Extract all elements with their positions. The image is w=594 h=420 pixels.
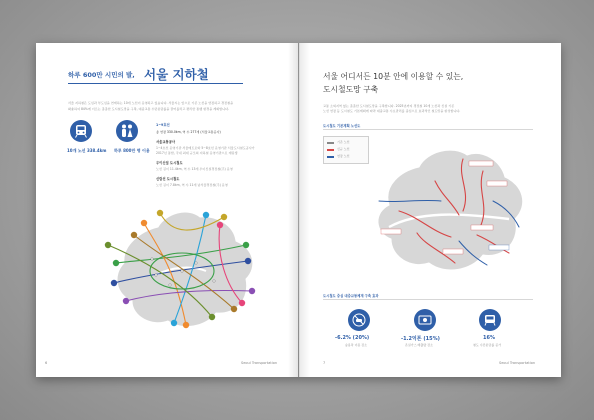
subway-network-map xyxy=(96,205,266,337)
title-underline xyxy=(68,83,243,84)
train-icon xyxy=(479,309,501,331)
left-page-number: 6 xyxy=(45,361,48,365)
effect-2-value: -1.2억톤 (15%) xyxy=(401,336,440,342)
note-line-1: 총 연장 330.0km, 역 수 277개 (서울교통공사) xyxy=(156,130,221,134)
people-icon xyxy=(116,120,138,142)
note-line-2: 1~4호선 운영기관 서울메트로와 5~8호선 운영기관 서울도시철도공사가 xyxy=(156,146,255,150)
legend-item-extension: 연장 노선 xyxy=(337,154,350,158)
note-heading-4: 신림선 도시철도 xyxy=(156,177,180,181)
effects-label: 도시철도 중심 대중교통체계 구축 효과 xyxy=(323,294,379,298)
left-footer-text: Seoul Transportation xyxy=(241,361,278,365)
note-line-5: 노선 길이 7.8km, 역 수 11개 남서울경전철(주) 운영 xyxy=(156,183,228,187)
train-icon xyxy=(70,120,92,142)
effect-1-value: -6.2% (20%) xyxy=(335,335,370,341)
left-kicker: 하루 600만 시민의 발, xyxy=(68,71,135,79)
legend-item-existing: 기존 노선 xyxy=(337,140,350,144)
left-page xyxy=(36,43,298,377)
car-icon xyxy=(348,309,370,331)
note-heading-2: 서울교통공사 xyxy=(156,140,176,144)
map-label-rule xyxy=(323,129,533,130)
left-intro-line-1: 서울 지하철은 도심과 부도심을 연계하는 10개 노선이 운영되고 있습니다. 서울시는 앞으로 기존 노선을 연장하고 경전철을 xyxy=(68,101,234,105)
right-title-line-2: 도시철도망 구축 xyxy=(323,85,379,94)
right-intro-line-1: 교통 소외지역 없는 촘촘한 도시철도망을 구축합니다. 2025년까지 경전철 10개 노선과 신설 기존 xyxy=(323,104,455,108)
effect-2-desc: 온실가스 배출량 감소 xyxy=(405,343,433,347)
note-heading-3: 우이신설 도시철도 xyxy=(156,161,183,165)
stat-daily-riders: 하루 800만 명 이용 xyxy=(114,148,150,153)
money-icon xyxy=(414,309,436,331)
left-intro-line-2: 확충하여 84%에 이르는 촘촘한 도시철도망을 구축, 대중교통 수단분담률을 끌어올리고 편리한 통행 환경을 계획합니다. xyxy=(68,107,230,111)
left-title: 서울 지하철 xyxy=(144,67,209,82)
effect-3-value: 16% xyxy=(483,335,495,341)
note-line-3: 2017년 통합, 국내 최대 규모의 지하철 운영기관으로 재탄생 xyxy=(156,151,238,155)
legend-item-new: 신규 노선 xyxy=(337,147,350,151)
map-label: 도시철도 기본계획 노선도 xyxy=(323,124,361,128)
planned-network-map xyxy=(359,141,534,281)
effects-label-rule xyxy=(323,299,533,300)
effect-3-desc: 철도 수단분담률 증가 xyxy=(473,343,501,347)
right-title-line-1: 서울 어디서든 10분 안에 이용할 수 있는, xyxy=(323,72,464,81)
right-intro-line-2: 노선 연장 등 도시철도 기본계획에 따라 대중교통 수요관리를 중심으로 효과적인 철도망을 완성합니다. xyxy=(323,109,461,113)
open-brochure xyxy=(36,43,561,377)
note-line-4: 노선 길이 11.4km, 역 수 13개 우이신설경전철(주) 운영 xyxy=(156,167,233,171)
right-footer-text: Seoul Transportation xyxy=(499,361,536,365)
right-page xyxy=(299,43,561,377)
note-heading-1: 1~9호선 xyxy=(156,123,170,127)
right-page-number: 7 xyxy=(323,361,326,365)
effect-1-desc: 승용차 이용 감소 xyxy=(345,343,368,347)
stat-lines-length: 10개 노선 338.4km xyxy=(67,148,107,153)
